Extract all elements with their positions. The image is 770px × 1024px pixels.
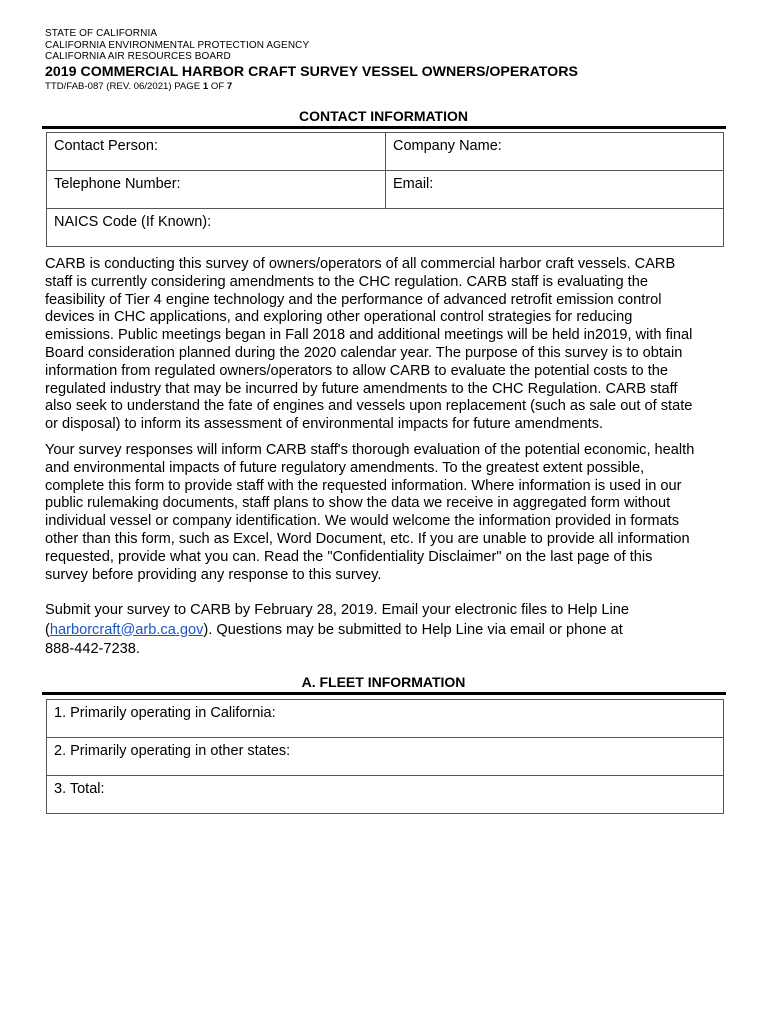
fleet-section-heading: A. FLEET INFORMATION (301, 674, 466, 690)
contact-person-field[interactable] (47, 133, 386, 170)
page-current: 1 (202, 81, 209, 92)
other-states-vessels-label: 2. Primarily operating in other states: (54, 743, 291, 759)
naics-label: NAICS Code (If Known): (54, 214, 212, 230)
form-title: 2019 COMMERCIAL HARBOR CRAFT SURVEY VESSEL OWNERS/OPERATORS (45, 64, 578, 80)
agency-line-carb: CALIFORNIA AIR RESOURCES BOARD (45, 51, 231, 62)
telephone-label: Telephone Number: (54, 176, 181, 192)
company-name-label: Company Name: (393, 138, 502, 154)
fleet-row-2 (47, 737, 723, 775)
submit-text-end: ). Questions may be submitted to Help Line via email or phone at 888-442-7238. (45, 621, 623, 657)
page-of: OF (208, 81, 227, 92)
intro-paragraph: CARB is conducting this survey of owners/operators of all commercial harbor craft vessels. CARB staff is currently considering amendments to the CHC regulation. CARB staff is evaluating the feasibility of Tier 4 engine technology and the performance of advanced retrofit emission control devices in CHC applications, and exploring other operational control strategies for reducing emissions. Public meetings began in Fall 2018 and additional meetings will be held in2019, with final Board consideration planned during the 2020 calendar year. The purpose of this survey is to obtain information from regulated owners/operators to allow CARB to evaluate the potential costs to the regulated industry that may be incurred by future amendments to the CHC Regulation. CARB staff also seek to understand the fate of engines and vessels upon replacement (such as sale out of state or disposal) to inform its assessment of environmental impacts for future amendments. (45, 256, 693, 433)
company-name-field[interactable] (386, 133, 723, 170)
california-vessels-label: 1. Primarily operating in California: (54, 705, 276, 721)
form-id-line (45, 81, 232, 92)
other-states-vessels-field[interactable] (47, 738, 723, 775)
contact-row-1 (47, 132, 723, 170)
agency-line-state: STATE OF CALIFORNIA (45, 28, 158, 39)
agency-block (45, 28, 309, 63)
fleet-form-box (46, 699, 724, 814)
submit-paragraph (45, 601, 725, 660)
telephone-field[interactable] (47, 171, 386, 208)
california-vessels-field[interactable] (47, 700, 723, 737)
naics-field[interactable] (47, 209, 723, 246)
submit-text-start: Submit your survey to CARB by February 28, 2019. Email your electronic files to Help Line ( (45, 602, 630, 638)
fleet-row-1 (47, 699, 723, 737)
email-field[interactable] (386, 171, 723, 208)
agency-line-calepa: CALIFORNIA ENVIRONMENTAL PROTECTION AGENCY (45, 39, 310, 51)
contact-person-label: Contact Person: (54, 138, 158, 154)
page-total: 7 (226, 81, 233, 92)
helpline-email-link[interactable]: harborcraft@arb.ca.gov (49, 621, 204, 638)
contact-form-box (46, 132, 724, 247)
total-vessels-label: 3. Total: (54, 781, 105, 797)
contact-row-2 (47, 170, 723, 208)
total-vessels-field[interactable] (47, 776, 723, 813)
contact-section-heading: CONTACT INFORMATION (298, 108, 468, 124)
email-label: Email: (393, 176, 434, 192)
form-id-prefix: TTD/FAB-087 (REV. 06/2021) PAGE (45, 81, 203, 92)
fleet-row-3 (47, 775, 723, 813)
fleet-section-rule (42, 692, 726, 695)
contact-section-rule (42, 126, 726, 129)
responses-paragraph: Your survey responses will inform CARB staff's thorough evaluation of the potential economic, health and environmental impacts of future regulatory amendments. To the greatest extent possible, complete this form to provide staff with the requested information. Where information is used in our public rulemaking documents, staff plans to show the data we receive in aggregated form without individual vessel or company identification. We would welcome the information provided in formats other than this form, such as Excel, Word Document, etc. If you are unable to provide all information requested, provide what you can. Read the "Confidentiality Disclaimer" on the last page of this survey before providing any response to this survey. (45, 442, 695, 583)
contact-row-3 (47, 208, 723, 246)
